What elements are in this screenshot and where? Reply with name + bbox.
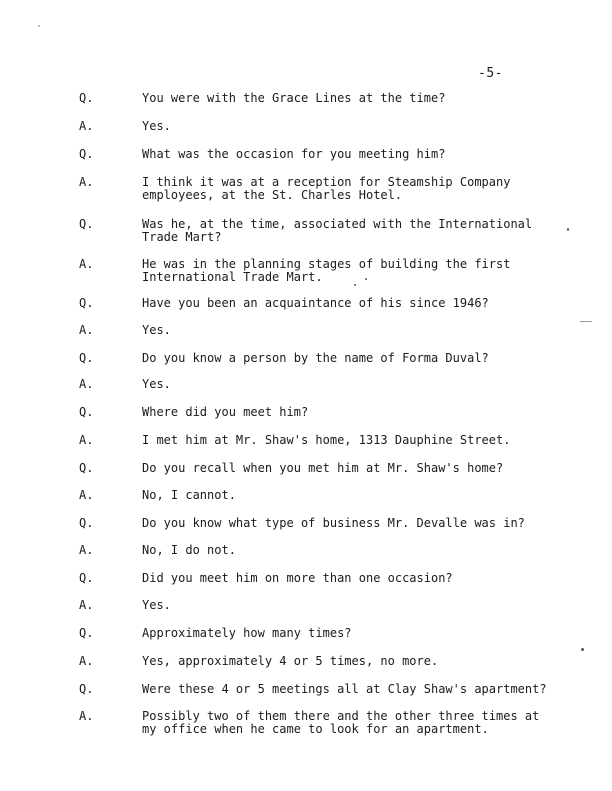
scan-speck xyxy=(38,25,40,27)
speaker-label: A. xyxy=(79,323,94,337)
speaker-label: Q. xyxy=(79,147,94,161)
speaker-label: Q. xyxy=(79,626,94,640)
page-number: -5- xyxy=(478,66,503,81)
entry-text: Yes. xyxy=(142,119,171,133)
speaker-label: A. xyxy=(79,257,94,271)
entry-text: Yes, approximately 4 or 5 times, no more. xyxy=(142,654,439,668)
entry-text: Have you been an acquaintance of his since 1946? xyxy=(142,296,489,310)
speaker-label: Q. xyxy=(79,217,94,231)
entry-text: Yes. xyxy=(142,377,171,391)
speaker-label: A. xyxy=(79,709,94,723)
speaker-label: A. xyxy=(79,119,94,133)
speaker-label: A. xyxy=(79,377,94,391)
entry-text: He was in the planning stages of building the first International Trade Mart. xyxy=(142,257,511,284)
speaker-label: Q. xyxy=(79,682,94,696)
entry-text: No, I do not. xyxy=(142,543,236,557)
entry-text: Do you know a person by the name of Forma Duval? xyxy=(142,351,489,365)
entry-text: Was he, at the time, associated with the International Trade Mart? xyxy=(142,217,533,244)
entry-text: Were these 4 or 5 meetings all at Clay Shaw's apartment? xyxy=(142,682,547,696)
scan-speck xyxy=(580,321,592,322)
speaker-label: A. xyxy=(79,654,94,668)
speaker-label: Q. xyxy=(79,516,94,530)
entry-text: I think it was at a reception for Steamship Company employees, at the St. Charles Hotel. xyxy=(142,175,511,202)
speaker-label: Q. xyxy=(79,461,94,475)
scan-speck xyxy=(581,648,584,651)
entry-text: I met him at Mr. Shaw's home, 1313 Dauphine Street. xyxy=(142,433,511,447)
entry-text: Yes. xyxy=(142,323,171,337)
speaker-label: Q. xyxy=(79,571,94,585)
speaker-label: Q. xyxy=(79,405,94,419)
speaker-label: A. xyxy=(79,488,94,502)
speaker-label: Q. xyxy=(79,91,94,105)
scan-speck xyxy=(354,284,356,286)
speaker-label: A. xyxy=(79,598,94,612)
scan-speck xyxy=(567,228,569,231)
speaker-label: A. xyxy=(79,543,94,557)
entry-text: Did you meet him on more than one occasion? xyxy=(142,571,453,585)
speaker-label: A. xyxy=(79,175,94,189)
entry-text: Where did you meet him? xyxy=(142,405,309,419)
scan-speck xyxy=(365,278,367,280)
entry-text: What was the occasion for you meeting him? xyxy=(142,147,446,161)
speaker-label: A. xyxy=(79,433,94,447)
speaker-label: Q. xyxy=(79,296,94,310)
entry-text: Yes. xyxy=(142,598,171,612)
entry-text: You were with the Grace Lines at the time? xyxy=(142,91,446,105)
entry-text: Approximately how many times? xyxy=(142,626,352,640)
entry-text: No, I cannot. xyxy=(142,488,236,502)
entry-text: Do you recall when you met him at Mr. Shaw's home? xyxy=(142,461,504,475)
entry-text: Do you know what type of business Mr. Devalle was in? xyxy=(142,516,525,530)
speaker-label: Q. xyxy=(79,351,94,365)
entry-text: Possibly two of them there and the other three times at my office when he came to look for an apartment. xyxy=(142,709,540,736)
